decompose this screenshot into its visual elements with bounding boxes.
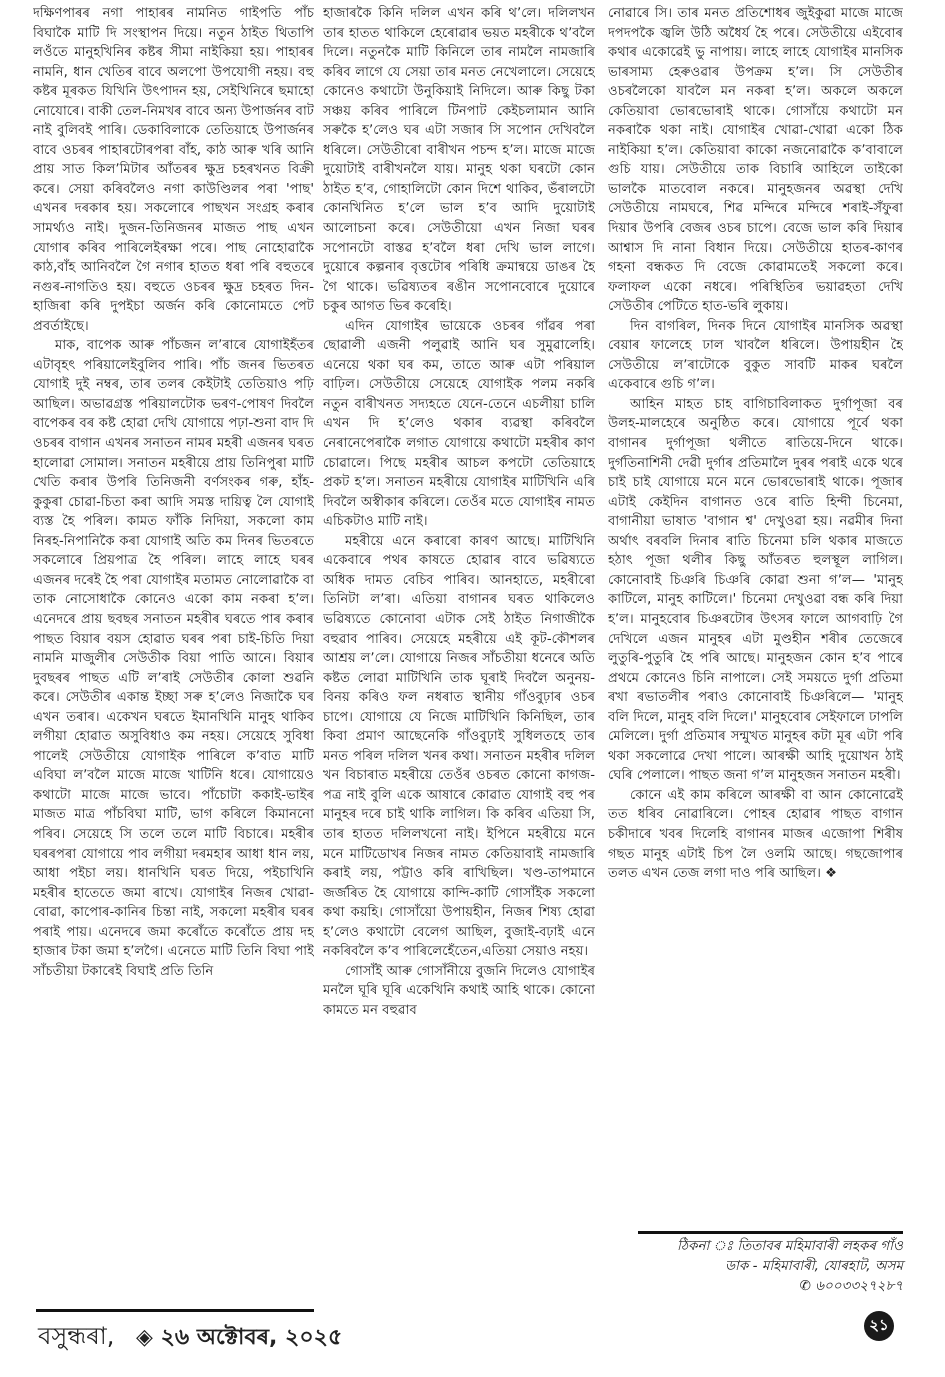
author-address	[677, 1236, 903, 1296]
article-paragraph: আহিন মাহত চাহ বাগিচাবিলাকত দুৰ্গাপূজা বৰ উলহ-মালহেৰে অনুষ্ঠিত কৰে। যোগায়ে পূৰ্বে থকা বাগানৰ দুৰ্গাপূজা থলীতে ৰাতিয়ে-দিনে থাকে। দুৰ্গতিনাশিনী দেৱী দুৰ্গাৰ প্ৰতিমালৈ দুৰৰ পৰাই একে থৰে চাই চাই যোগায়ে মনে মনে ভোৰভোৰাই থাকে। পূজাৰ এটাই কেইদিন বাগানত ওৰে ৰাতি হিন্দী চিনেমা, বাগানীয়া ভাষাত 'বাগান শ্ব' দেখুওৱা হয়। নৱমীৰ দিনা অৰ্থাৎ বৰবলি দিনাৰ ৰাতি চিনেমা চলি থকাৰ মাজতে হঠাৎ পূজা থলীৰ কিছু আঁতৰত হুলস্থূল লাগিল। কোনোবাই চিঞৰি চিঞৰি কোৱা শুনা গʼল— 'মানুহ কাটিলে, মানুহ কাটিলে।' চিনেমা দেখুওৱা বন্ধ কৰি দিয়া হʼল। মানুহবোৰ চিঞৰটোৰ উৎসৰ ফালে আগবাঢ়ি গৈ দেখিলে এজন মানুহৰ এটা মুণ্ডহীন শৰীৰ তেজেৰে লুতুৰি-পুতুৰি হৈ পৰি আছে। মানুহজন কোন হʼব পাৰে প্ৰথমে কোনেও চিনি নাপালে। সেই সময়তে দুৰ্গা প্ৰতিমা ৰখা ৰভাতলীৰ পৰাও কোনোবাই চিঞৰিলে— 'মানুহ বলি দিলে, মানুহ বলি দিলে।' মানুহবোৰ সেইফালে ঢাপলি মেলিলে। দুৰ্গা প্ৰতিমাৰ সন্মুখত মানুহৰ কটা মূৰ এটা পৰি থকা সকলোৱে দেখা পালে। আৰক্ষী আহি দুয়োখন ঠাই ঘেৰি পেলালে। পাছত জনা গʼল মানুহজন সনাতন মহৰী।	[608, 396, 903, 784]
address-line-1: ঠিকনা ঃ তিতাবৰ মহিমাবাৰী লহকৰ গাঁও	[676, 1238, 903, 1254]
article-paragraph: মাক, বাপেক আৰু পাঁচজন লʼৰাৰে যোগাইহঁতৰ এটাবৃহৎ পৰিয়ালেইবুলিব পাৰি। পাঁচ জনৰ ভিতৰত যোগাই দুই নম্বৰ, তাৰ তলৰ কেইটাই তেতিয়াও পঢ়ি আছিল। অভাৱগ্ৰস্ত পৰিয়ালটোক ভৰণ-পোষণ দিবলৈ বাপেকৰ বৰ কষ্ট হোৱা দেখি যোগায়ে পঢ়া-শুনা বাদ দি ওচৰৰ বাগান এখনৰ সনাতন নামৰ মহৰী এজনৰ ঘৰত হালোৱা সোমাল। সনাতন মহৰীয়ে প্ৰায় তিনিপুৰা মাটি খেতি কৰাৰ উপৰি তিনিজনী বৰ্ণসংকৰ গৰু, হাঁহ-কুকুৰা চোৱা-চিতা কৰা আদি সমস্ত দায়িত্ব লৈ যোগাই ব্যস্ত হৈ পৰিল। কামত ফাঁকি নিদিয়া, সকলো কাম নিৰহ-নিপানিকৈ কৰা যোগাই অতি কম দিনৰ ভিতৰতে সকলোৰে প্ৰিয়পাত্ৰ হৈ পৰিল। লাহে লাহে ঘৰৰ এজনৰ দৰেই হৈ পৰা যোগাইৰ মতামত নোলোৱাকৈ বা তাক নোসোধাকৈ কোনেও একো কাম নকৰা হʼল। এনেদৰে প্ৰায় ছবছৰ সনাতন মহৰীৰ ঘৰতে পাৰ কৰাৰ পাছত বিয়াৰ বয়স হোৱাত ঘৰৰ পৰা চাই-চিতি দিয়া নামনি মাজুলীৰ সেউতীক বিয়া পাতি আনে। বিয়াৰ দুবছৰৰ পাছত এটি লʼৰাই সেউতীৰ কোলা শুৱনি কৰে। সেউতীৰ একান্ত ইচ্ছা সৰু হʼলেও নিজাকৈ ঘৰ এখন তৰাৰ। একেখন ঘৰতে ইমানখিনি মানুহ থাকিব লগীয়া হোৱাত অসুবিধাও কম নহয়। সেয়েহে সুবিধা পালেই সেউতীয়ে যোগাইক পাৰিলে কʼবাত মাটি এবিঘা লʼবলৈ মাজে মাজে খাটিনি ধৰে। যোগায়েও কথাটো মাজে মাজে ভাবে। পাঁচোটা ককাই-ভাইৰ মাজত মাত্ৰ পাঁচবিঘা মাটি, ভাগ কৰিলে কিমাননো পৰিব। সেয়েহে সি তলে তলে মাটি বিচাৰে। মহৰীৰ ঘৰৰপৰা যোগায়ে পাব লগীয়া দৰমহাৰ আধা ধান লয়, আধা পইচা লয়। ধানখিনি ঘৰত দিয়ে, পইচাখিনি মহৰীৰ হাতেতে জমা ৰাখে। যোগাইৰ নিজৰ খোৱা-বোৱা, কাপোৰ-কানিৰ চিন্তা নাই, সকলো মহৰীৰ ঘৰৰ পৰাই পায়। এনেদৰে জমা কৰোঁতে কৰোঁতে প্ৰায় দহ হাজাৰ টকা জমা হʼলগৈ। এনেতে মাটি তিনি বিঘা পাই সাঁচতীয়া টকাৰেই বিঘাই প্ৰতি তিনি	[33, 338, 314, 979]
article-column-2	[323, 4, 595, 1294]
address-phone: ✆ ৬০০৩৩২৭২৮৭	[799, 1278, 903, 1294]
page-number: ২১	[864, 1311, 894, 1341]
article-paragraph: দক্ষিণপাৰৰ নগা পাহাৰৰ নামনিত গাইপতি পাঁচ বিঘাকৈ মাটি দি সংস্থাপন দিয়ে। নতুন ঠাইত থিতাপি লওঁতে মানুহখিনিৰ কষ্টৰ সীমা নাইকিয়া হয়। পাহাৰৰ নামনি, ধান খেতিৰ বাবে অলপো উপযোগী নহয়। বহু কষ্টৰ মূৰকত যিখিনি উৎপাদন হয়, সেইখিনিৰে ছমাহো নোযোৰে। বাকী তেল-নিমখৰ বাবে অন্য উপাৰ্জনৰ বাট নাই বুলিবই পাৰি। ডেকাবিলাকে তেতিয়াহে উপাৰ্জনৰ বাবে ওচৰৰ পাহাৰটোৰপৰা বাঁহ, কাঠ আৰু খৰি আনি প্ৰায় সাত কিলʼমিটাৰ আঁতৰৰ ক্ষুদ্ৰ চহৰখনত বিক্ৰী কৰে। সেয়া কৰিবলৈও নগা কাউণ্ডিলৰ পৰা 'পাছ' এখনৰ দৰকাৰ হয়। সকলোৰে পাছখন সংগ্ৰহ কৰাৰ সামৰ্থ্যও নাই। দুজন-তিনিজনৰ মাজত পাছ এখন যোগাৰ কৰিব পাৰিলেইৰক্ষা পৰে। পাছ নোহোৱাকৈ কাঠ,বাঁহ আনিবলৈ গৈ নগাৰ হাতত ধৰা পৰি বহুতৰে নগুৰ-নাগতিও হয়। বহুতে ওচৰৰ ক্ষুদ্ৰ চহৰত দিন-হাজিৰা কৰি দুপইচা অৰ্জন কৰি কোনোমতে পেট প্ৰবৰ্তাইছে।	[33, 6, 314, 334]
article-paragraph: দিন বাগৰিল, দিনক দিনে যোগাইৰ মানসিক অৱস্থা বেয়াৰ ফালেহে ঢাল খাবলৈ ধৰিলে। উপায়হীন হৈ সেউতীয়ে লʼৰাটোকে বুকুত সাবটি মাকৰ ঘৰলৈ একেবাৰে গুচি গʼল।	[608, 318, 903, 393]
address-divider	[638, 1231, 903, 1234]
issue-date: ◈ ২৬ অক্টোবৰ, ২০২৫	[136, 1325, 343, 1350]
article-paragraph: মহৰীয়ে এনে কৰাৰো কাৰণ আছে। মাটিখিনি একেবাৰে পথৰ কাষতে হোৱাৰ বাবে ভৱিষ্যতে অধিক দামত বেচিব পাৰিব। আনহাতে, মহৰীৰো তিনিটা লʼৰা। এতিয়া বাগানৰ ঘৰত থাকিলেও ভৱিষ্যতে কোনোবা এটাক সেই ঠাইত নিগাজীকৈ বহুৱাব পাৰিব। সেয়েহে মহৰীয়ে এই কূট-কৌশলৰ আশ্ৰয় লʼলে। যোগায়ে নিজৰ সাঁচতীয়া ধনেৰে অতি কষ্টত লোৱা মাটিখিনি তাক ঘূৰাই দিবলৈ অনুনয়-বিনয় কৰিও ফল নধৰাত স্থানীয় গাঁওবুঢ়াৰ ওচৰ চাপে। যোগায়ে যে নিজে মাটিখিনি কিনিছিল, তাৰ কিবা প্ৰমাণ আছেনেকি গাঁওবুঢ়াই সুধিলতহে তাৰ মনত পৰিল দলিল খনৰ কথা। সনাতন মহৰীৰ দলিল খন বিচাৰাত মহৰীয়ে তেওঁৰ ওচৰত কোনো কাগজ-পত্ৰ নাই বুলি একে আষাৰে কোৱাত যোগাই বহু পৰ মানুহৰ দৰে চাই থাকি লাগিল। কি কৰিব এতিয়া সি, তাৰ হাতত দলিলখনো নাই। ইপিনে মহৰীয়ে মনে মনে মাটিডোখৰ নিজৰ নামত কেতিয়াবাই নামজাৰি কৰাই লয়, পট্টাও কৰি ৰাখিছিল। খণ্ড-তাপমানে জৰ্জৰিত হৈ যোগায়ে কান্দি-কাটি গোসাঁইক সকলো কথা কয়হি। গোসাঁয়ো উপায়হীন, নিজৰ শিষ্য হোৱা হʼলেও কথাটো বেলেগ আছিল, বুজাই-বঢ়াই এনে নকৰিবলৈ কʼব পাৰিলেহেঁতেন,এতিয়া সেয়াও নহয়।	[323, 533, 595, 960]
article-paragraph: কোনে এই কাম কৰিলে আৰক্ষী বা আন কোনোৱেই তত ধৰিব নোৱাৰিলে। পোহৰ হোৱাৰ পাছত বাগান চকীদাৰে খবৰ দিলেহি বাগানৰ মাজৰ এজোপা শিৰীষ গছত মানুহ এটাই চিপ লৈ ওলমি আছে। গছজোপাৰ তলত এখন তেজ লগা দাও পৰি আছিল। ❖	[608, 787, 903, 882]
article-column-1	[33, 4, 314, 1294]
magazine-name: বসুন্ধৰা,	[38, 1322, 115, 1350]
footer-divider	[36, 1309, 314, 1312]
page-footer	[38, 1318, 342, 1358]
article-paragraph: এদিন যোগাইৰ ভায়েকে ওচৰৰ গাঁৱৰ পৰা ছোৱালী এজনী পলুৱাই আনি ঘৰ সুমুৱালেহি। এনেয়ে থকা ঘৰ কম, তাতে আৰু এটা পৰিয়াল বাঢ়িল। সেউতীয়ে সেয়েহে যোগাইক পলম নকৰি নতুন বাৰীখনত সদ্যহতে যেনে-তেনে এচলীয়া চালি এখন দি হʼলেও থকাৰ ব্যৱস্থা কৰিবলৈ নেৰানেপেৰাকৈ লগাত যোগায়ে কথাটো মহৰীৰ কাণ চোৱালে। পিছে মহৰীৰ আচল কপটো তেতিয়াহে প্ৰকট হʼল। সনাতন মহৰীয়ে যোগাইৰ মাটিখিনি এৰি দিবলৈ অস্বীকাৰ কৰিলে। তেওঁৰ মতে যোগাইৰ নামত এচিকটাও মাটি নাই।	[323, 318, 595, 530]
article-paragraph: গোসাঁই আৰু গোসাঁনীয়ে বুজনি দিলেও যোগাইৰ মনলৈ ঘূৰি ঘূৰি একেখিনি কথাই আহি থাকে। কোনো কামতে মন বহুৱাব	[323, 963, 595, 1018]
address-line-2: ডাক - মহিমাবাৰী, যোৰহাট, অসম	[725, 1258, 903, 1274]
article-paragraph: নোৱাৰে সি। তাৰ মনত প্ৰতিশোধৰ জুইকুৱা মাজে মাজে দপদপকৈ জ্বলি উঠি অধৈৰ্য হৈ পৰে। সেউতীয়ে এইবোৰ কথাৰ একোৱেই ভু নাপায়। লাহে লাহে যোগাইৰ মানসিক ভাৰসাম্য হেৰুওৱাৰ উপক্ৰম হʼল। সি সেউতীৰ ওচৰলৈকো যাবলৈ মন নকৰা হʼল। অকলে অকলে কেতিয়াবা ভোৰভোৰাই থাকে। গোসাঁয়ে কথাটো মন নকৰাকৈ থকা নাই। যোগাইৰ খোৱা-খোৱা একো ঠিক নাইকিয়া হʼল। কেতিয়াবা কাকো নজনোৱাকৈ কʼবাবালে গুচি যায়। সেউতীয়ে তাক বিচাৰি আহিলে তাইকো ভালকৈ মাতবোল নকৰে। মানুহজনৰ অৱস্থা দেখি সেউতীয়ে নামঘৰে, শিৱ মন্দিৰে মন্দিৰে শৰাই-সঁফুৰা দিয়াৰ উপৰি বেজৰ ওচৰ চাপে। বেজে ভাল কৰি দিয়াৰ আশ্বাস দি নানা বিধান দিয়ে। সেউতীয়ে হাতৰ-কাণৰ গহনা বন্ধকত দি বেজে কোৱামতেই সকলো কৰে। ফলাফল একো নধৰে। পৰিস্থিতিৰ ভয়াৱহতা দেখি সেউতীৰ পেটিতে হাত-ভৰি লুকায়।	[608, 6, 903, 315]
article-paragraph: হাজাৰকৈ কিনি দলিল এখন কৰি থʼলে। দলিলখন তাৰ হাতত থাকিলে হেৰোৱাৰ ভয়ত মহৰীকে থʼবলৈ দিলে। নতুনকৈ মাটি কিনিলে তাৰ নামলৈ নামজাৰি কৰিব লাগে যে সেয়া তাৰ মনত নেখেলালে। সেয়েহে কোনেও কথাটো উনুকিয়াই নিদিলে। আৰু কিছু টকা সঞ্চয় কৰিব পাৰিলে টিনপাট কেইচলামান আনি সৰুকৈ হʼলেও ঘৰ এটা সজাৰ সি সপোন দেখিবলৈ ধৰিলে। সেউতীৰো বাৰীখন পচন্দ হʼল। মাজে মাজে দুয়োটাই বাৰীখনলৈ যায়। মানুহ থকা ঘৰটো কোন ঠাইত হʼব, গোহালিটো কোন দিশে থাকিব, ভঁৰালটো কোনখিনিত হʼলে ভাল হʼব আদি দুয়োটাই আলোচনা কৰে। সেউতীয়ো এখন নিজা ঘৰৰ সপোনটো বাস্তৱ হʼবলৈ ধৰা দেখি ভাল লাগে। দুয়োৰে কল্পনাৰ বৃত্তটোৰ পৰিধি ক্ৰমান্বয়ে ডাঙৰ হৈ গৈ থাকে। ভৱিষ্যতৰ ৰঙীন সপোনবোৰে দুয়োৰে চকুৰ আগত ভিৰ কৰেহি।	[323, 6, 595, 315]
article-column-3	[608, 4, 903, 1219]
